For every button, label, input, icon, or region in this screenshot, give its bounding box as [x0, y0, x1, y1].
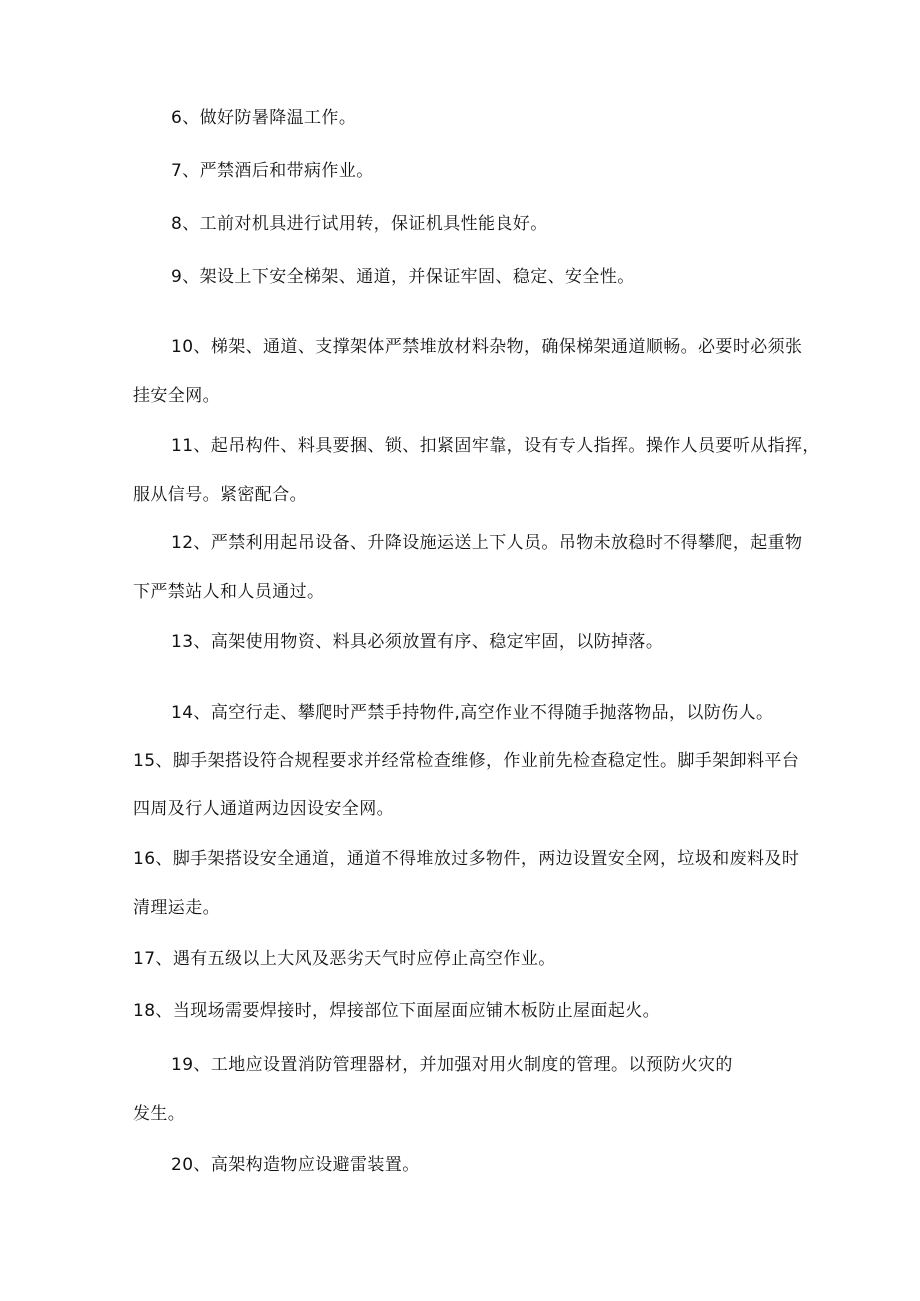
list-item-12-line-2: 下严禁站人和人员通过。 — [133, 582, 325, 602]
list-item-9-line-1: 9、架设上下安全梯架、通道，并保证牢固、稳定、安全性。 — [171, 267, 635, 287]
list-item-18-line-1: 18、当现场需要焊接时，焊接部位下面屋面应铺木板防止屋面起火。 — [133, 1001, 661, 1021]
list-item-7-line-1: 7、严禁酒后和带病作业。 — [171, 161, 374, 181]
list-item-11-line-2: 服从信号。紧密配合。 — [133, 485, 307, 505]
list-item-13-line-1: 13、高架使用物资、料具必须放置有序、稳定牢固，以防掉落。 — [171, 632, 664, 652]
list-item-11-line-1: 11、起吊构件、料具要捆、锁、扣紧固牢靠，设有专人指挥。操作人员要听从指挥， — [171, 436, 820, 456]
list-item-8-line-1: 8、工前对机具进行试用转，保证机具性能良好。 — [171, 214, 548, 234]
list-item-16-line-2: 清理运走。 — [133, 898, 220, 918]
list-item-15-line-1: 15、脚手架搭设符合规程要求并经常检查维修，作业前先检查稳定性。脚手架卸料平台 — [133, 751, 800, 771]
list-item-20-line-1: 20、高架构造物应设避雷装置。 — [171, 1155, 420, 1175]
list-item-17-line-1: 17、遇有五级以上大风及恶劣天气时应停止高空作业。 — [133, 949, 556, 969]
list-item-6-line-1: 6、做好防暑降温工作。 — [171, 108, 357, 128]
list-item-19-line-2: 发生。 — [133, 1104, 186, 1124]
list-item-10-line-2: 挂安全网。 — [133, 386, 220, 406]
list-item-19-line-1: 19、工地应设置消防管理器材，并加强对用火制度的管理。以预防火灾的 — [171, 1055, 733, 1075]
list-item-10-line-1: 10、梯架、通道、支撑架体严禁堆放材料杂物，确保梯架通道顺畅。必要时必须张 — [171, 337, 803, 357]
list-item-15-line-2: 四周及行人通道两边因设安全网。 — [133, 799, 394, 819]
list-item-16-line-1: 16、脚手架搭设安全通道，通道不得堆放过多物件，两边设置安全网，垃圾和废料及时 — [133, 849, 800, 869]
list-item-14-line-1: 14、高空行走、攀爬时严禁手持物件,高空作业不得随手抛落物品，以防伤人。 — [171, 703, 774, 723]
list-item-12-line-1: 12、严禁利用起吊设备、升降设施运送上下人员。吊物未放稳时不得攀爬，起重物 — [171, 533, 803, 553]
